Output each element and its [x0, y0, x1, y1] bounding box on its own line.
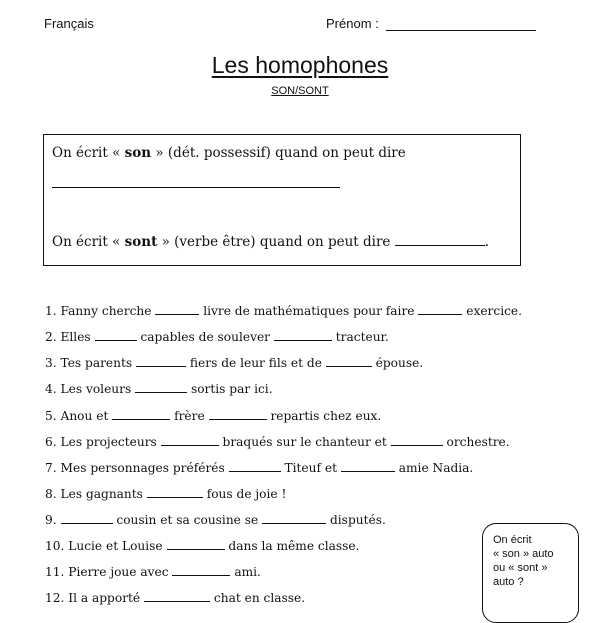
exercise-text: exercice.	[466, 304, 523, 318]
exercise-item	[45, 381, 273, 396]
answer-blank[interactable]	[61, 512, 113, 524]
exercise-text: Anou et	[60, 409, 109, 423]
exercise-text: Les gagnants	[60, 487, 143, 501]
name-field-line[interactable]	[386, 30, 536, 31]
exercise-text: amie Nadia.	[398, 461, 474, 475]
hint-line: auto ?	[493, 576, 524, 588]
hint-line: « son » auto	[493, 548, 554, 560]
exercise-number: 12.	[45, 591, 65, 605]
answer-blank[interactable]	[155, 303, 199, 315]
exercise-text: Les projecteurs	[60, 435, 157, 449]
exercise-text: chat en classe.	[213, 591, 306, 605]
answer-blank[interactable]	[161, 434, 219, 446]
exercise-item	[45, 564, 261, 579]
answer-blank[interactable]	[229, 460, 281, 472]
exercise-text: Il a apporté	[68, 591, 141, 605]
exercise-text: fiers de leur fils et de	[189, 356, 322, 370]
hint-note	[482, 523, 579, 623]
exercise-text: Elles	[60, 330, 91, 344]
answer-blank[interactable]	[391, 434, 443, 446]
answer-blank[interactable]	[144, 590, 210, 602]
exercise-text: disputés.	[329, 513, 386, 527]
exercise-number: 8.	[45, 487, 57, 501]
answer-blank[interactable]	[136, 355, 186, 367]
exercise-text: Fanny cherche	[60, 304, 152, 318]
answer-blank[interactable]	[172, 564, 230, 576]
exercise-item	[45, 355, 423, 370]
exercise-text: Tes parents	[60, 356, 133, 370]
answer-blank[interactable]	[135, 381, 187, 393]
exercise-text: Titeuf et	[284, 461, 337, 475]
hint-line: On écrit	[493, 534, 532, 546]
exercise-number: 2.	[45, 330, 57, 344]
exercise-number: 7.	[45, 461, 57, 475]
rule-sont-end: .	[484, 234, 489, 250]
exercise-text: sortis par ici.	[190, 382, 273, 396]
exercise-item	[45, 303, 522, 318]
rule-son-prefix: On écrit «	[52, 145, 125, 161]
exercise-item	[45, 590, 305, 605]
answer-blank[interactable]	[167, 538, 225, 550]
exercise-text: Lucie et Louise	[68, 539, 163, 553]
rule-sont	[52, 234, 489, 250]
exercise-number: 11.	[45, 565, 65, 579]
rule-son-suffix: » (dét. possessif) quand on peut dire	[151, 145, 406, 161]
rule-sont-suffix: » (verbe être) quand on peut dire	[157, 234, 391, 250]
exercise-text: Mes personnages préférés	[60, 461, 225, 475]
exercise-text: Pierre joue avec	[68, 565, 169, 579]
exercise-item	[45, 538, 360, 553]
exercise-text: capables de soulever	[140, 330, 271, 344]
answer-blank[interactable]	[274, 329, 332, 341]
exercise-text: tracteur.	[335, 330, 389, 344]
exercise-text: repartis chez eux.	[270, 409, 382, 423]
exercise-number: 4.	[45, 382, 57, 396]
exercise-text: livre de mathématiques pour faire	[203, 304, 415, 318]
exercise-text: Les voleurs	[60, 382, 132, 396]
exercise-item	[45, 329, 389, 344]
answer-blank[interactable]	[209, 408, 267, 420]
exercise-text: ami.	[234, 565, 261, 579]
rule-son-answer-line[interactable]	[52, 187, 340, 188]
exercise-number: 10.	[45, 539, 65, 553]
exercise-text: frère	[174, 409, 205, 423]
answer-blank[interactable]	[341, 460, 395, 472]
exercise-item	[45, 512, 386, 527]
exercise-text: cousin et sa cousine se	[116, 513, 259, 527]
answer-blank[interactable]	[112, 408, 170, 420]
hint-line: ou « sont »	[493, 562, 548, 574]
exercise-number: 1.	[45, 304, 57, 318]
exercise-number: 5.	[45, 409, 57, 423]
exercise-number: 3.	[45, 356, 57, 370]
answer-blank[interactable]	[326, 355, 372, 367]
rule-son	[52, 145, 406, 161]
answer-blank[interactable]	[147, 486, 203, 498]
exercise-text: épouse.	[375, 356, 424, 370]
exercise-item	[45, 460, 473, 475]
subject-label: Français	[44, 16, 94, 31]
exercise-number: 6.	[45, 435, 57, 449]
exercise-item	[45, 408, 381, 423]
exercise-text: dans la même classe.	[228, 539, 360, 553]
page-title: Les homophones	[211, 52, 389, 78]
answer-blank[interactable]	[418, 303, 462, 315]
exercise-number: 9.	[45, 513, 57, 527]
name-label: Prénom :	[326, 16, 379, 31]
rule-sont-word: sont	[124, 234, 158, 250]
rule-sont-prefix: On écrit «	[52, 234, 125, 250]
answer-blank[interactable]	[95, 329, 137, 341]
rule-sont-answer-line[interactable]	[395, 234, 485, 246]
page-subtitle: SON/SONT	[271, 85, 329, 97]
exercise-text: fous de joie !	[206, 487, 287, 501]
exercise-item	[45, 486, 286, 501]
rule-son-word: son	[124, 145, 152, 161]
exercise-text: orchestre.	[446, 435, 510, 449]
exercise-item	[45, 434, 510, 449]
answer-blank[interactable]	[262, 512, 326, 524]
exercise-text: braqués sur le chanteur et	[222, 435, 387, 449]
